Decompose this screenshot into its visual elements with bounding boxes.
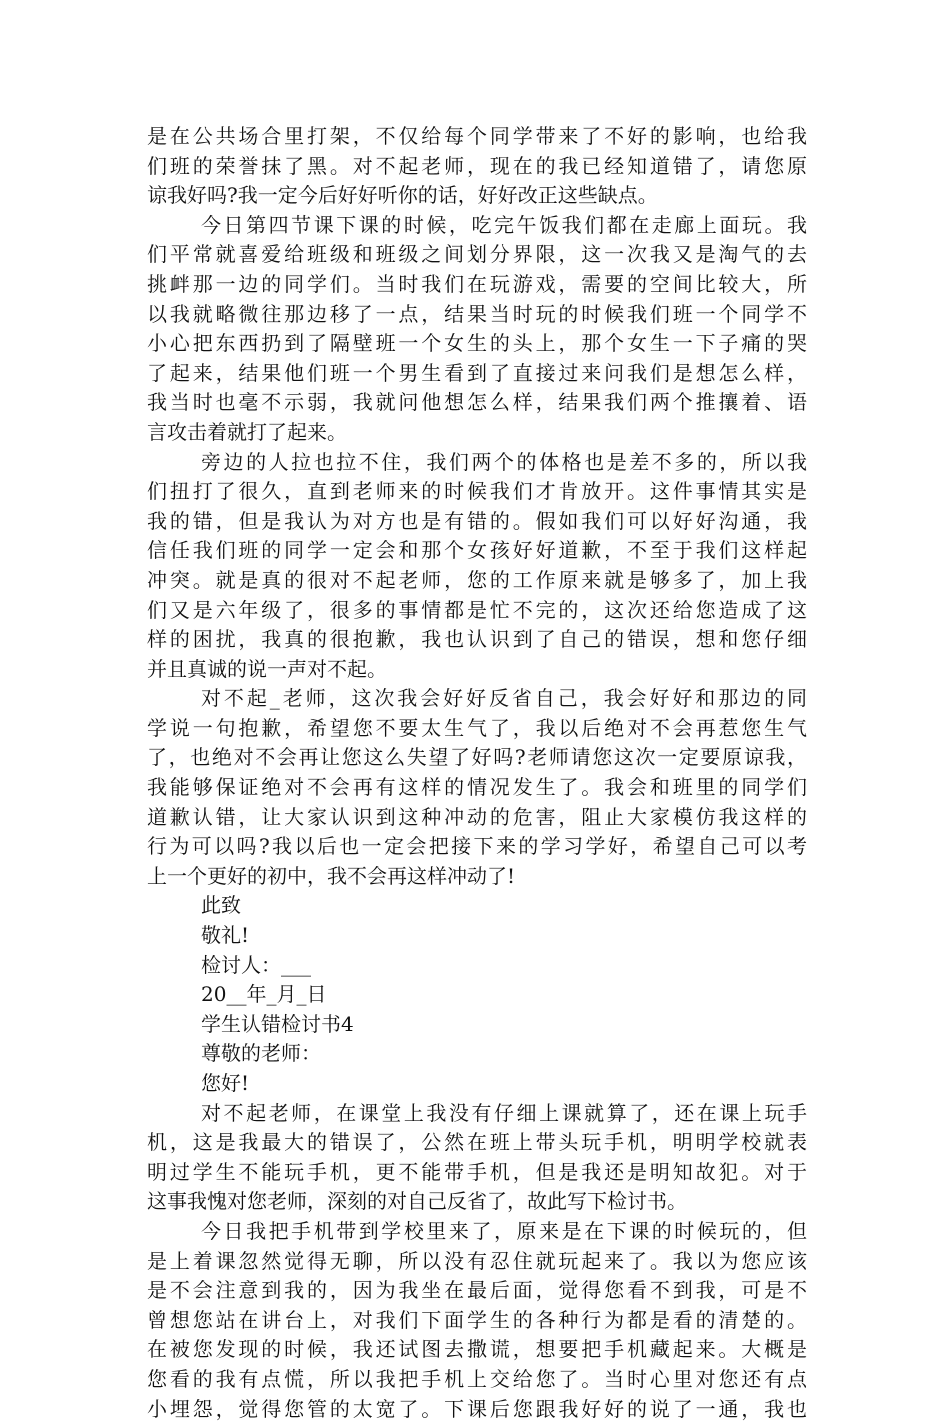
- text-line: 敬礼!: [201, 923, 250, 948]
- text-line: 以我就略微往那边移了一点，结果当时玩的时候我们班一个同学不: [147, 301, 807, 326]
- text-line: 们又是六年级了，很多的事情都是忙不完的，这次还给您造成了这: [147, 597, 807, 622]
- text-line: 冲突。就是真的很对不起老师，您的工作原来就是够多了，加上我: [147, 567, 807, 592]
- text-line: 这事我愧对您老师，深刻的对自己反省了，故此写下检讨书。: [147, 1189, 687, 1214]
- text-line: 检讨人：___: [201, 952, 311, 977]
- text-line: 了起来，结果他们班一个男生看到了直接过来问我们是想怎么样，: [147, 360, 807, 385]
- text-line: 我的错，但是我认为对方也是有错的。假如我们可以好好沟通，我: [147, 508, 807, 533]
- text-line: 们扭打了很久，直到老师来的时候我们才肯放开。这件事情其实是: [147, 479, 807, 504]
- text-line: 并且真诚的说一声对不起。: [147, 656, 387, 681]
- text-line: 言攻击着就打了起来。: [147, 419, 347, 444]
- text-line: 挑衅那一边的同学们。当时我们在玩游戏，需要的空间比较大，所: [147, 271, 807, 296]
- text-line: 是上着课忽然觉得无聊，所以没有忍住就玩起来了。我以为您应该: [147, 1248, 807, 1273]
- text-line: 对不起_老师，这次我会好好反省自己，我会好好和那边的同: [201, 686, 807, 711]
- text-line: 是在公共场合里打架，不仅给每个同学带来了不好的影响，也给我: [147, 124, 807, 148]
- text-line: 们班的荣誉抹了黑。对不起老师，现在的我已经知道错了，请您原: [147, 153, 807, 178]
- text-line: 小埋怨，觉得您管的太宽了。下课后您跟我好好的说了一通，我也: [147, 1396, 807, 1421]
- text-line: 此致: [201, 893, 241, 918]
- text-line: 了，也绝对不会再让您这么失望了好吗?老师请您这次一定要原谅我，: [147, 745, 807, 770]
- text-line: 信任我们班的同学一定会和那个女孩好好道歉，不至于我们这样起: [147, 538, 807, 563]
- text-line: 道歉认错，让大家认识到这种冲动的危害，阻止大家模仿我这样的: [147, 804, 807, 829]
- text-line: 在被您发现的时候，我还试图去撒谎，想要把手机藏起来。大概是: [147, 1337, 807, 1362]
- text-line: 明过学生不能玩手机，更不能带手机，但是我还是明知故犯。对于: [147, 1159, 807, 1184]
- text-line: 学说一句抱歉，希望您不要太生气了，我以后绝对不会再惹您生气: [147, 715, 807, 740]
- document-body: [147, 122, 807, 1424]
- text-line: 今日我把手机带到学校里来了，原来是在下课的时候玩的，但: [201, 1218, 807, 1243]
- text-line: 谅我好吗?我一定今后好好听你的话，好好改正这些缺点。: [147, 183, 658, 208]
- text-line: 样的困扰，我真的很抱歉，我也认识到了自己的错误，想和您仔细: [147, 627, 807, 652]
- text-line: 上一个更好的初中，我不会再这样冲动了!: [147, 863, 516, 888]
- text-line: 今日第四节课下课的时候，吃完午饭我们都在走廊上面玩。我: [201, 212, 807, 237]
- text-line: 您好!: [201, 1071, 250, 1095]
- text-line: 我当时也毫不示弱，我就问他想怎么样，结果我们两个推攘着、语: [147, 390, 807, 415]
- text-line: 我能够保证绝对不会再有这样的情况发生了。我会和班里的同学们: [147, 775, 807, 800]
- text-line: 旁边的人拉也拉不住，我们两个的体格也是差不多的，所以我: [201, 449, 807, 474]
- text-line: 对不起老师，在课堂上我没有仔细上课就算了，还在课上玩手: [201, 1100, 807, 1125]
- text-line: 尊敬的老师：: [201, 1041, 321, 1066]
- text-line: 是不会注意到我的，因为我坐在最后面，觉得您看不到我，可是不: [147, 1278, 807, 1303]
- text-line: 机，这是我最大的错误了，公然在班上带头玩手机，明明学校就表: [147, 1130, 807, 1155]
- text-line: 行为可以吗?我以后也一定会把接下来的学习学好，希望自己可以考: [147, 834, 807, 859]
- text-line: 小心把东西扔到了隔壁班一个女生的头上，那个女生一下子痛的哭: [147, 331, 807, 356]
- text-line: 曾想您站在讲台上，对我们下面学生的各种行为都是看的清楚的。: [147, 1307, 807, 1332]
- text-line: 20__年_月_日: [201, 982, 327, 1007]
- text-line: 您看的我有点慌，所以我把手机上交给您了。当时心里对您还有点: [147, 1366, 807, 1391]
- text-line: 们平常就喜爱给班级和班级之间划分界限，这一次我又是淘气的去: [147, 242, 807, 267]
- text-line: 学生认错检讨书4: [201, 1011, 354, 1036]
